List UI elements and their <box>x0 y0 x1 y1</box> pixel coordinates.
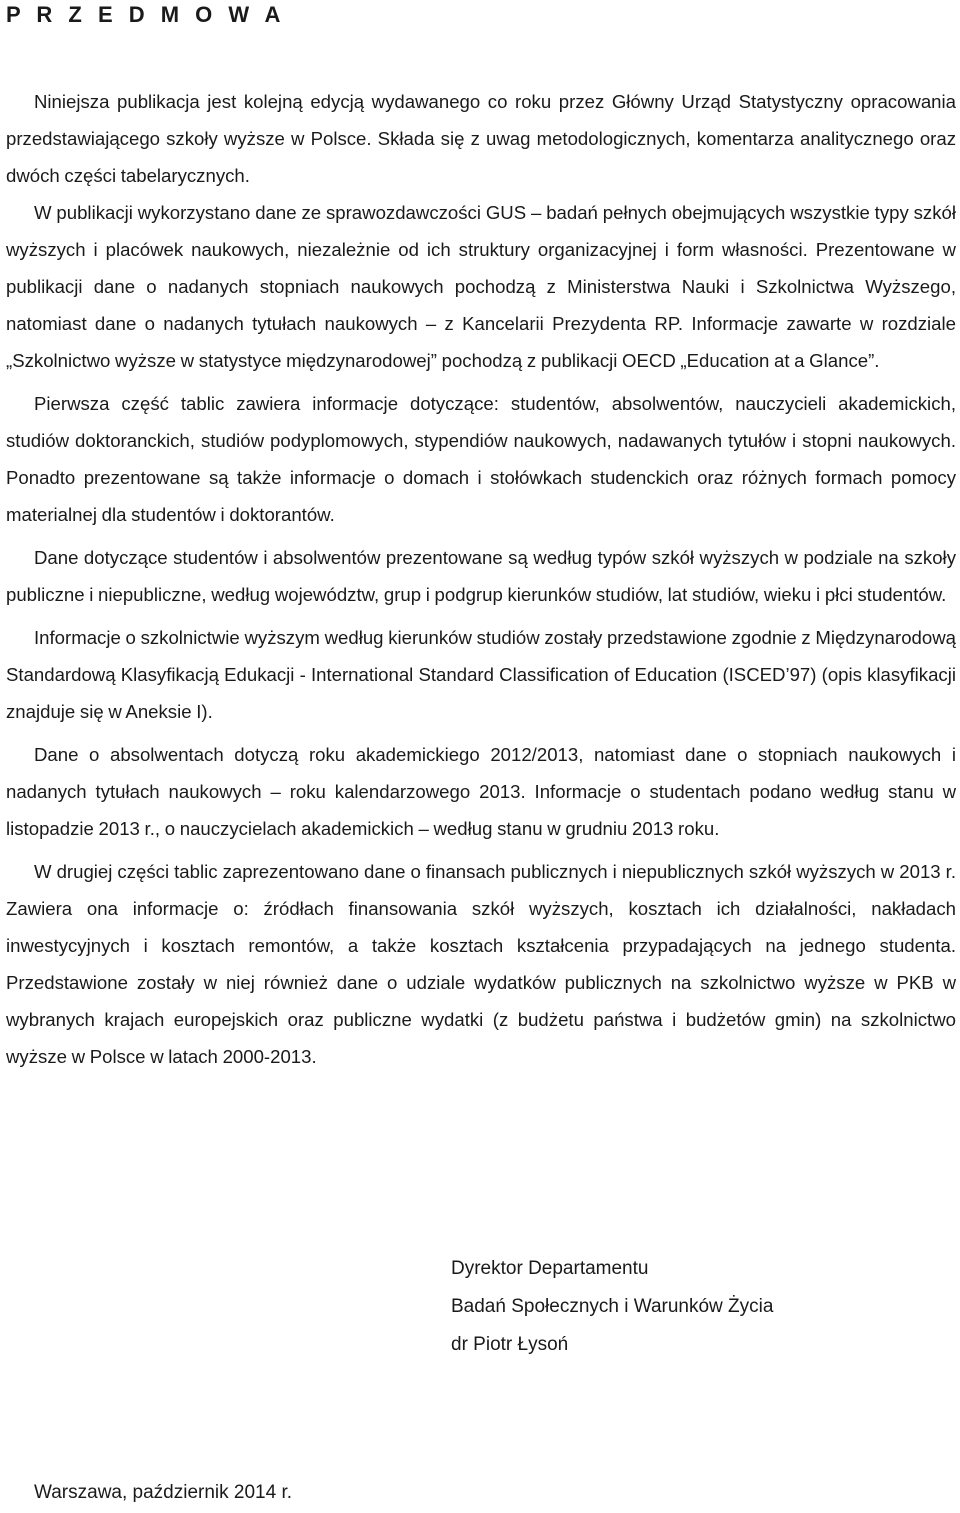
document-body <box>6 83 956 1081</box>
signature-block <box>451 1250 773 1364</box>
signature-position: Dyrektor Departamentu <box>451 1258 649 1279</box>
signature-name: dr Piotr Łysoń <box>451 1334 569 1355</box>
paragraph-students: Dane dotyczące studentów i absolwentów prezentowane są według typów szkół wyższych w podziale na szkoły publiczne i niepubliczne, według województw, grup i podgrup kierunków studiów, lat studiów, wieku i płci studentów. <box>6 547 956 605</box>
paragraph-reference-dates: Dane o absolwentach dotyczą roku akademickiego 2012/2013, natomiast dane o stopniach naukowych i nadanych tytułach naukowych – roku kalendarzowego 2013. Informacje o studentach podano według stanu w listopadzie 2013 r., o nauczycielach akademickich – według stanu w grudniu 2013 roku. <box>6 744 956 839</box>
paragraph-finance: W drugiej części tablic zaprezentowano dane o finansach publicznych i niepublicznych szkół wyższych w 2013 r. Zawiera ona informacje o: źródłach finansowania szkół wyższych, kosztach ich działalności, nakładach inwestycyjnych i kosztach remontów, a także kosztach kształcenia przypadających na jednego studenta. Przedstawione zostały w niej również dane o udziale wydatków publicznych na szkolnictwo wyższe w PKB w wybranych krajach europejskich oraz publiczne wydatki (z budżetu państwa i budżetów gmin) na szkolnictwo wyższe w Polsce w latach 2000-2013. <box>6 861 956 1067</box>
paragraph-first-part: Pierwsza część tablic zawiera informacje dotyczące: studentów, absolwentów, nauczycieli akademickich, studiów doktoranckich, studiów podyplomowych, stypendiów naukowych, nadawanych tytułów i stopni naukowych. Ponadto prezentowane są także informacje o domach i stołówkach studenckich oraz różnych formach pomocy materialnej dla studentów i doktorantów. <box>6 393 956 525</box>
paragraph-isced: Informacje o szkolnictwie wyższym według kierunków studiów zostały przedstawione zgodnie z Międzynarodową Standardową Klasyfikacją Edukacji - International Standard Classification of Education (ISCED’97) (opis klasyfikacji znajduje się w Aneksie I). <box>6 627 956 722</box>
place-and-date: Warszawa, październik 2014 r. <box>34 1482 293 1503</box>
paragraph-sources: W publikacji wykorzystano dane ze sprawozdawczości GUS – badań pełnych obejmujących wszystkie typy szkół wyższych i placówek naukowych, niezależnie od ich struktury organizacyjnej i form własności. Prezentowane w publikacji dane o nadanych stopniach naukowych pochodzą z Ministerstwa Nauki i Szkolnictwa Wyższego, natomiast dane o nadanych tytułach naukowych – z Kancelarii Prezydenta RP. Informacje zawarte w rozdziale „Szkolnictwo wyższe w statystyce międzynarodowej” pochodzą z publikacji OECD „Education at a Glance”. <box>6 202 956 371</box>
page-title: P R Z E D M O W A <box>6 2 286 27</box>
signature-department: Badań Społecznych i Warunków Życia <box>451 1296 774 1317</box>
paragraph-intro: Niniejsza publikacja jest kolejną edycją wydawanego co roku przez Główny Urząd Statystyczny opracowania przedstawiającego szkoły wyższe w Polsce. Składa się z uwag metodologicznych, komentarza analitycznego oraz dwóch części tabelarycznych. <box>6 91 956 186</box>
